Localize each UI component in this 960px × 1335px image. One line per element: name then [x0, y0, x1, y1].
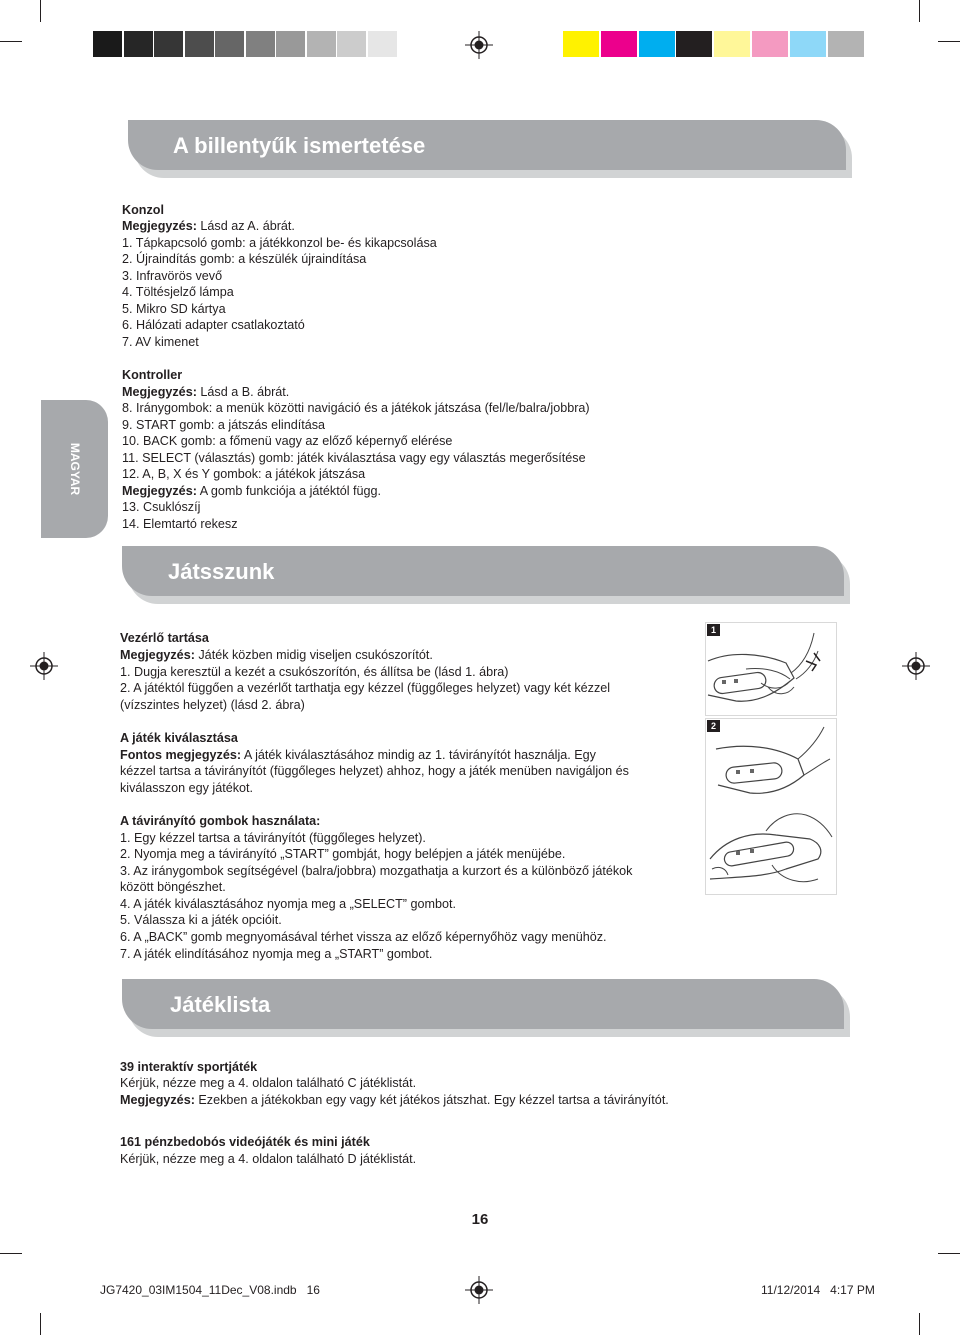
list-item: 8. Iránygombok: a menük közötti navigáció és a játékok játszása (fel/le/balra/jobbra)	[122, 401, 590, 415]
grey-swatch	[124, 31, 153, 57]
registration-mark-icon	[30, 652, 58, 680]
process-color-swatch	[676, 31, 712, 57]
crop-mark	[919, 1313, 920, 1335]
grey-swatch	[276, 31, 305, 57]
game-list-heading: 161 pénzbedobós videójáték és mini játék	[120, 1135, 370, 1149]
list-item: 7. AV kimenet	[122, 335, 199, 349]
kontroller-heading: Kontroller	[122, 368, 183, 382]
process-color-swatch	[601, 31, 637, 57]
list-item: 14. Elemtartó rekesz	[122, 517, 238, 531]
text-line: 1. Dugja keresztül a kezét a csukószorítón, és állítsa be (lásd 1. ábra)	[120, 665, 509, 679]
hand-with-wrist-strap-illustration	[706, 623, 836, 715]
konzol-note	[122, 218, 295, 235]
kontroller-note-2	[122, 483, 381, 500]
kivalasztas-heading: A játék kiválasztása	[120, 731, 238, 745]
list-item: 3. Az iránygombok segítségével (balra/jobbra) mozgathatja a kurzort és a különböző játékok	[120, 864, 633, 878]
note-text: Lásd a B. ábrát.	[196, 385, 290, 399]
crop-mark	[40, 0, 41, 22]
note-label: Fontos megjegyzés:	[120, 748, 242, 762]
list-item: 4. A játék kiválasztásához nyomja meg a „SELECT” gombot.	[120, 897, 456, 911]
grey-swatch	[185, 31, 214, 57]
list-item: 1. Egy kézzel tartsa a távirányítót (függőleges helyzet).	[120, 831, 426, 845]
vezerlo-note	[120, 647, 433, 664]
grey-swatch	[93, 31, 122, 57]
registration-mark-icon	[465, 1276, 493, 1304]
list-item: 6. Hálózati adapter csatlakoztató	[122, 318, 305, 332]
crop-mark	[938, 41, 960, 42]
list-item: 12. A, B, X és Y gombok: a játékok játszása	[122, 467, 366, 481]
figure-number: 1	[707, 624, 720, 636]
note-text: A gomb funkciója a játéktól függ.	[196, 484, 382, 498]
process-color-swatch	[563, 31, 599, 57]
list-item: 10. BACK gomb: a főmenü vagy az előző képernyő elérése	[122, 434, 453, 448]
text-line: 2. A játéktól függően a vezérlőt tarthatja egy kézzel (függőleges helyzet) vagy két kézzel	[120, 681, 611, 695]
gombok-heading: A távirányító gombok használata:	[120, 814, 321, 828]
grey-swatch	[307, 31, 336, 57]
note-label: Megjegyzés:	[120, 1093, 195, 1107]
list-item: 5. Mikro SD kártya	[122, 302, 226, 316]
grey-swatch	[368, 31, 397, 57]
note-text: Ezekben a játékokban egy vagy két játékos játszhat. Egy kézzel tartsa a távirányítót.	[194, 1093, 669, 1107]
game-list-heading: 39 interaktív sportjáték	[120, 1060, 258, 1074]
kivalasztas-note	[120, 747, 596, 764]
crop-mark	[938, 1253, 960, 1254]
note-label: Megjegyzés:	[122, 219, 197, 233]
process-color-swatch	[752, 31, 788, 57]
text-line: Kérjük, nézze meg a 4. oldalon található D játéklistát.	[120, 1152, 417, 1166]
list-item: 9. START gomb: a játszás elindítása	[122, 418, 325, 432]
grey-swatch	[215, 31, 244, 57]
list-item: között böngészhet.	[120, 880, 226, 894]
section-title: Játéklista	[170, 992, 271, 1017]
two-hands-holding-controller-illustration	[706, 719, 836, 894]
grey-swatch	[246, 31, 275, 57]
note-label: Megjegyzés:	[120, 648, 195, 662]
text-line: kézzel tartsa a távirányítót (függőleges helyzet) ahhoz, hogy a játék menüben navigáljon és	[120, 764, 629, 778]
grey-swatch	[154, 31, 183, 57]
list-item: 6. A „BACK” gomb megnyomásával térhet vissza az előző képernyőhöz vagy menühöz.	[120, 930, 607, 944]
process-color-swatch	[828, 31, 864, 57]
text-line: (vízszintes helyzet) (lásd 2. ábra)	[120, 698, 305, 712]
note-text: A játék kiválasztásához mindig az 1. távirányítót használja. Egy	[241, 748, 596, 762]
crop-mark	[40, 1313, 41, 1335]
process-color-swatch	[790, 31, 826, 57]
list-item: 4. Töltésjelző lámpa	[122, 285, 234, 299]
language-side-tab	[41, 400, 108, 538]
list-item: 3. Infravörös vevő	[122, 269, 223, 283]
registration-mark-icon	[465, 31, 493, 59]
text-line: kiválasszon egy játékot.	[120, 781, 254, 795]
figure-number: 2	[707, 720, 720, 732]
crop-mark	[0, 41, 22, 42]
list-item: 2. Nyomja meg a távirányító „START” gombját, hogy belépjen a játék menüjébe.	[120, 847, 566, 861]
section-title: Játsszunk	[168, 559, 275, 584]
crop-mark	[919, 0, 920, 22]
section-banner	[122, 979, 844, 1029]
process-color-swatch	[714, 31, 750, 57]
note-label: Megjegyzés:	[122, 385, 197, 399]
grey-swatch	[337, 31, 366, 57]
registration-mark-icon	[902, 652, 930, 680]
page-number: 16	[471, 1211, 489, 1228]
note-label: Megjegyzés:	[122, 484, 197, 498]
list-item: 7. A játék elindításához nyomja meg a „START” gombot.	[120, 947, 433, 961]
footer-date: 11/12/2014 4:17 PM	[761, 1283, 875, 1297]
section-title: A billentyűk ismertetése	[173, 133, 426, 158]
kontroller-note	[122, 384, 289, 401]
process-color-swatch	[639, 31, 675, 57]
list-item: 5. Válassza ki a játék opcióit.	[120, 913, 282, 927]
figure-2	[705, 718, 837, 895]
list-item: 13. Csuklószíj	[122, 500, 201, 514]
footer-file-info: JG7420_03IM1504_11Dec_V08.indb 16	[100, 1283, 320, 1297]
konzol-heading: Konzol	[122, 203, 164, 217]
figure-1	[705, 622, 837, 716]
vezerlo-heading: Vezérlő tartása	[120, 631, 209, 645]
list-item: 1. Tápkapcsoló gomb: a játékkonzol be- és kikapcsolása	[122, 236, 437, 250]
game-list-note	[120, 1092, 669, 1109]
section-banner	[122, 546, 844, 596]
list-item: 2. Újraindítás gomb: a készülék újraindítása	[122, 252, 367, 266]
section-banner	[128, 120, 846, 170]
text-line: Kérjük, nézze meg a 4. oldalon található C játéklistát.	[120, 1076, 417, 1090]
note-text: Lásd az A. ábrát.	[196, 219, 295, 233]
list-item: 11. SELECT (választás) gomb: játék kiválasztása vagy egy választás megerősítése	[122, 451, 586, 465]
note-text: Játék közben midig viseljen csukószorítót.	[194, 648, 433, 662]
crop-mark	[0, 1253, 22, 1254]
language-label: MAGYAR	[67, 442, 82, 496]
